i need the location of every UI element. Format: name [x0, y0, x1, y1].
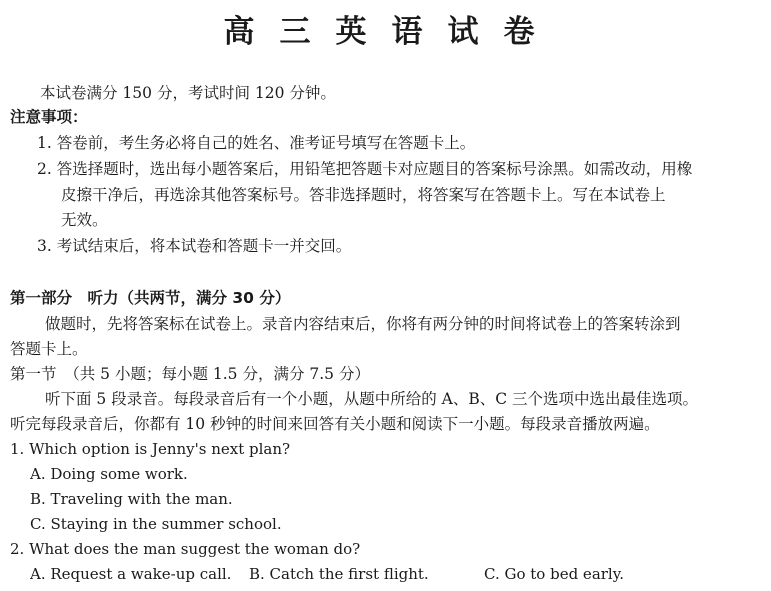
- question-2-option-c: C. Go to bed early.: [484, 565, 624, 583]
- question-2-option-a: A. Request a wake-up call.: [30, 565, 232, 583]
- notice-item-2-cont: 皮擦干净后，再选涂其他答案标号。答非选择题时，将答案写在答题卡上。写在本试卷上: [61, 186, 666, 204]
- question-1-option-c: C. Staying in the summer school.: [30, 515, 282, 533]
- question-2-stem: 2. What does the man suggest the woman do?: [10, 540, 361, 558]
- question-1-option-a: A. Doing some work.: [30, 465, 188, 483]
- section1-heading: 第一节 （共 5 小题；每小题 1.5 分，满分 7.5 分）: [10, 365, 370, 383]
- notice-item-2-end: 无效。: [61, 211, 108, 229]
- part1-instruction-line2: 答题卡上。: [10, 340, 88, 358]
- question-1-stem: 1. Which option is Jenny's next plan?: [10, 440, 291, 458]
- section1-instruction-line1: 听下面 5 段录音。每段录音后有一个小题，从题中所给的 A、B、C 三个选项中选出最佳选项。: [45, 390, 699, 408]
- section1-instruction-line2: 听完每段录音后，你都有 10 秒钟的时间来回答有关小题和阅读下一小题。每段录音播放两遍。: [10, 415, 660, 433]
- notice-item-2: 2. 答选择题时，选出每小题答案后，用铅笔把答题卡对应题目的答案标号涂黑。如需改动，用橡: [37, 160, 693, 178]
- question-2-option-b: B. Catch the first flight.: [249, 565, 429, 583]
- exam-intro: 本试卷满分 150 分，考试时间 120 分钟。: [40, 84, 336, 102]
- question-1-option-b: B. Traveling with the man.: [30, 490, 233, 508]
- part1-heading: 第一部分 听力（共两节，满分 30 分）: [10, 289, 291, 307]
- notice-item-3: 3. 考试结束后，将本试卷和答题卡一并交回。: [37, 237, 352, 255]
- notice-item-1: 1. 答卷前，考生务必将自己的姓名、准考证号填写在答题卡上。: [37, 134, 476, 152]
- page-title: 高三英语试卷: [223, 14, 560, 50]
- part1-instruction-line1: 做题时，先将答案标在试卷上。录音内容结束后，你将有两分钟的时间将试卷上的答案转涂到: [45, 315, 681, 333]
- notice-heading: 注意事项：: [10, 108, 88, 126]
